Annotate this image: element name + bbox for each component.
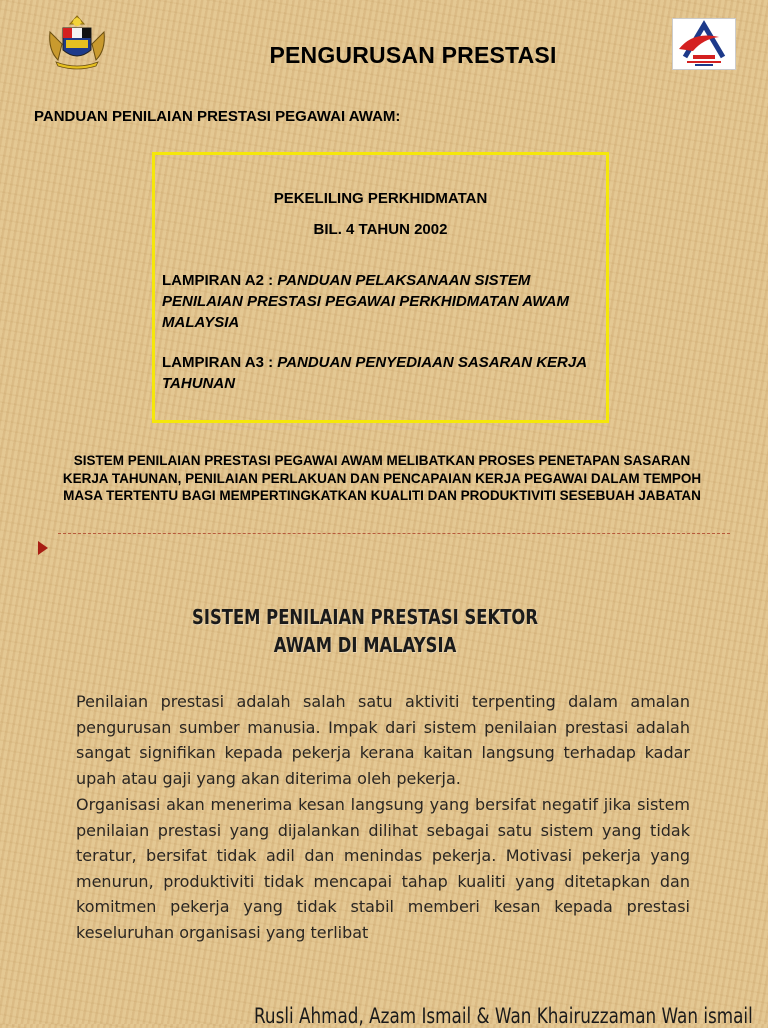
lampiran-a3-label: LAMPIRAN A3 : — [162, 354, 278, 371]
lampiran-a3 — [162, 352, 602, 394]
paragraph-1: Penilaian prestasi adalah salah satu aktiviti terpenting dalam amalan pengurusan sumber manusia. Impak dari sistem penilaian prestasi adalah sangat signifikan kepada pekerja kerana kaitan langsung terhadap kadar upah atau gaji yang akan diterima oleh pekerja. — [76, 692, 690, 788]
circular-title: PEKELILING PERKHIDMATAN — [273, 190, 488, 207]
divider — [58, 533, 730, 534]
paragraph-2: Organisasi akan menerima kesan langsung yang bersifat negatif jika sistem penilaian prestasi yang dijalankan dilihat sebagai satu sistem yang tidak teratur, bersifat tidak adil dan menindas pekerja. Motivasi pekerja yang menurun, produktiviti tidak mencapai tahap kualiti yang ditetapkan dan komitmen pekerja yang tidak stabil memberi kesan kepada prestasi keseluruhan organisasi yang terlibat — [76, 795, 690, 942]
author-credit: Rusli Ahmad, Azam Ismail & Wan Khairuzzaman Wan ismail — [254, 1004, 753, 1028]
guide-heading: PANDUAN PENILAIAN PRESTASI PEGAWAI AWAM: — [34, 108, 401, 125]
lampiran-a2-text: PANDUAN PELAKSANAAN SISTEM PENILAIAN PRESTASI PEGAWAI PERKHIDMATAN AWAM MALAYSIA — [162, 272, 569, 331]
section-title-line2: AWAM DI MALAYSIA — [273, 633, 457, 657]
circular-number: BIL. 4 TAHUN 2002 — [313, 221, 448, 238]
summary-text: SISTEM PENILAIAN PRESTASI PEGAWAI AWAM MELIBATKAN PROSES PENETAPAN SASARAN KERJA TAHUNAN, PENILAIAN PERLAKUAN DAN PENCAPAIAN KERJA PEGAWAI DALAM TEMPOH MASA TERTENTU BAGI MEMPERTINGKATKAN KUALITI DAN PRODUKTIVITI SESEBUAH JABATAN — [62, 453, 702, 503]
slide-title: PENGURUSAN PRESTASI — [269, 42, 557, 68]
lampiran-a2-label: LAMPIRAN A2 : — [162, 272, 278, 289]
section-title-line1: SISTEM PENILAIAN PRESTASI SEKTOR — [192, 605, 538, 629]
triangle-bullet-icon — [38, 541, 48, 555]
section-title — [148, 603, 583, 659]
jpa-logo-icon — [672, 18, 736, 70]
lampiran-a2 — [162, 270, 602, 333]
lampiran-a3-text: PANDUAN PENYEDIAAN SASARAN KERJA TAHUNAN — [162, 354, 587, 392]
